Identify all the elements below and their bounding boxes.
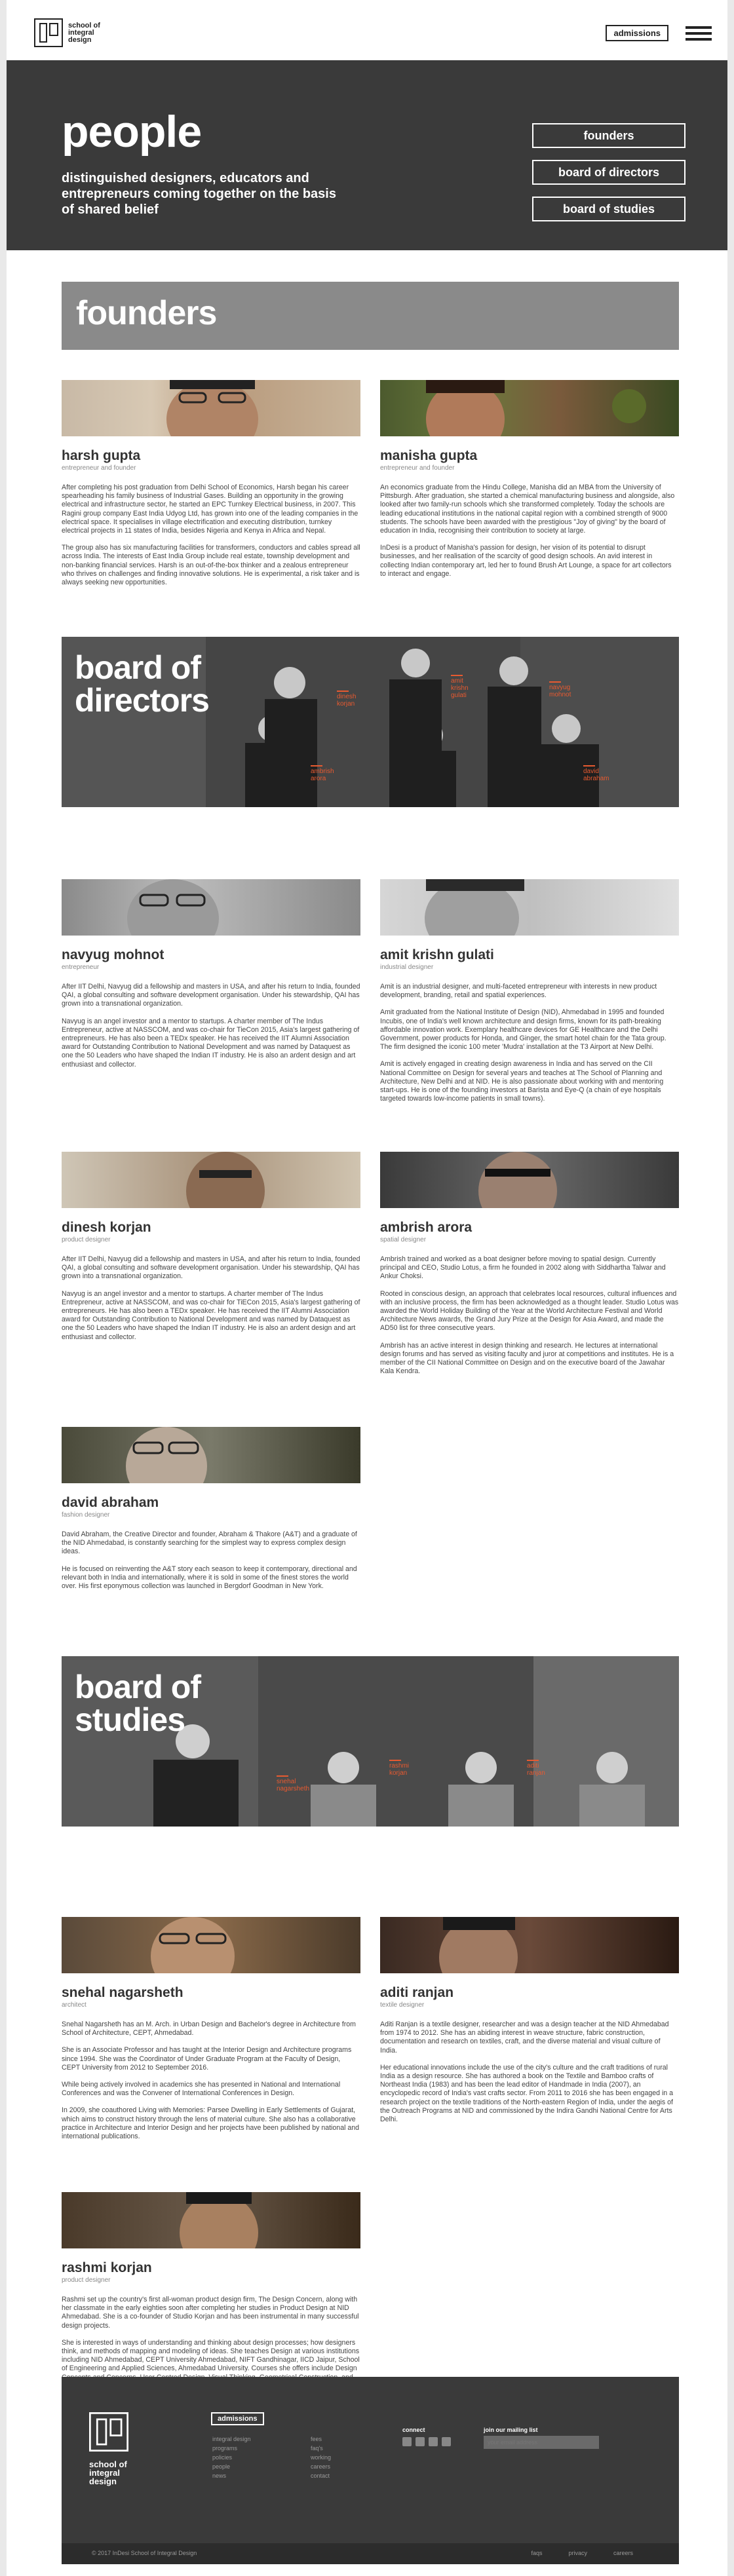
email-icon[interactable] [402, 2437, 412, 2446]
bio-paragraph: He is focused on reinventing the A&T story each season to keep it contemporary, directional and relevant both in India and internationally, where it is sold in some of the finest stores the world over. His first eponymous collection was launched in Bergdorf Goodman in New York. [62, 1564, 357, 1591]
bio-paragraph: She is an Associate Professor and has taught at the Interior Design and Architecture programs since 1994. She was the Coordinator of Under Graduate Program at the Faculty of Design, CEPT University from 2012 to September 2016. [62, 2046, 352, 2072]
label-amit: amit krishn gulati [451, 677, 469, 699]
label-aditi: aditi ranjan [527, 1762, 545, 1777]
portrait-photo [62, 1917, 360, 1973]
person-name: dinesh korjan [62, 1220, 151, 1235]
page-wrap [7, 0, 727, 2576]
bio-paragraph: David Abraham, the Creative Director and founder, Abraham & Thakore (A&T) and a graduate of the NID Ahmedabad, is constantly searching for the simplest way to express complex design ideas. [62, 1530, 357, 1556]
founders-button[interactable]: founders [532, 123, 686, 148]
label-dinesh: dinesh korjan [337, 693, 357, 708]
site-footer [62, 2377, 679, 2543]
portrait-photo [62, 2192, 360, 2248]
bio-paragraph: Amit graduated from the National Institute of Design (NID), Ahmedabad in 1995 and founded Incubis, one of India's well known architecture and design firms, known for its path-breaking affordable innovation work. Exemplary healthcare devices for GE Healthcare and the Delhi Government, power products for Honda, and Ginger, the smart hotel chain for the Tata group. The firm designed the iconic 100 meter 'Mudra' installation at the T3 Airport at New Delhi. [380, 1008, 666, 1051]
person-bio [380, 1255, 679, 1376]
bio-paragraph: Aditi Ranjan is a textile designer, researcher and was a design teacher at the NID Ahmedabad from 1974 to 2012. She has an abiding interest in weave structure, fabric construction, documentation and research on textiles, craft, and the diverse material and visual culture of India. [380, 2020, 669, 2055]
person-card [380, 380, 679, 587]
person-card [62, 1917, 360, 2150]
label-navyug: navyug mohnot [549, 684, 571, 698]
person-name: amit krishn gulati [380, 947, 494, 962]
portrait-photo [62, 1427, 360, 1483]
person-role: entrepreneur and founder [62, 464, 136, 472]
bio-paragraph: The group also has six manufacturing facilities for transformers, conductors and cables spread all across India. The interests of East India Group include real estate, township development and non-banking financial services. Harsh is an out-of-the-box thinker and a zealous entrepreneur who thrives on challenges and finding innovative solutions. He is experimental, a risk taker and is always seeking new opportunities. [62, 544, 360, 587]
label-snehal: snehal nagarsheth [277, 1778, 310, 1792]
board-of-directors-photo [62, 637, 679, 807]
footer-link[interactable]: contact [311, 2472, 330, 2479]
person-bio [62, 2020, 360, 2141]
person-bio [380, 983, 679, 1103]
footer-link[interactable]: programs [212, 2445, 238, 2452]
person-role: product designer [62, 1236, 111, 1243]
logo-mark-icon [34, 18, 63, 47]
person-role: industrial designer [380, 964, 434, 971]
board-of-directors-heading: board of directors [75, 649, 209, 719]
facebook-icon[interactable] [415, 2437, 425, 2446]
person-card [62, 879, 360, 1078]
social-icons [402, 2437, 451, 2446]
bio-paragraph: InDesi is a product of Manisha's passion for design, her vision of its potential to disrupt businesses, and her realisation of the scarcity of good design schools. An avid interest in collecting Indian contemporary art, led her to found Brush Art Lounge, a space for art collectors to interact and engage. [380, 544, 672, 578]
person-name: navyug mohnot [62, 947, 164, 962]
person-name: aditi ranjan [380, 1985, 454, 2000]
admissions-button[interactable]: admissions [606, 25, 668, 41]
footer-link[interactable]: policies [212, 2454, 233, 2461]
person-card [380, 1152, 679, 1384]
person-role: spatial designer [380, 1236, 427, 1243]
bio-paragraph: An economics graduate from the Hindu College, Manisha did an MBA from the University of Pittsburgh. After graduation, she started a chemical manufacturing business and alongside, also looked after two family-run schools which she transformed completely. Today the schools are leading educational institutions in the national capital region with a combined strength of 9000 students. The schools have been awarded with the prestigious "Joy of giving" by the board of education in India, recognising their contribution to society at large. [380, 483, 675, 535]
footer-link[interactable]: careers [311, 2463, 331, 2470]
person-role: textile designer [380, 2001, 425, 2009]
bio-paragraph: Snehal Nagarsheth has an M. Arch. in Urban Design and Bachelor's degree in Architecture from School of Architecture, CEPT, Ahmedabad. [62, 2020, 356, 2037]
footer-link[interactable]: people [212, 2463, 231, 2470]
portrait-photo [380, 879, 679, 936]
person-bio [62, 1530, 360, 1591]
top-bar [7, 0, 727, 60]
person-role: entrepreneur and founder [380, 464, 455, 472]
bio-paragraph: After IIT Delhi, Navyug did a fellowship and masters in USA, and after his return to India, founded QAI, a global consulting and software development organisation. Under his stewardship, QAI has grown into a transnational organization. [62, 1255, 360, 1281]
careers-link[interactable]: careers [613, 2550, 633, 2556]
bio-paragraph: While being actively involved in academics she has presented in National and International Conferences and was the Convener of International Conferences in Design. [62, 2081, 341, 2098]
bio-paragraph: She is interested in ways of understanding and thinking about design processes; how designers think, and methods of mapping and modeling of ideas. She teaches Design at various institutions including NID Ahmedabad, CEPT University Ahmedabad, NIFT Gandhinagar, IICD Jaipur, School of Engineering and Applied Sciences, Ahmedabad University. Courses she offers include Design [62, 2338, 360, 2373]
person-bio [380, 2020, 679, 2124]
footer-link[interactable]: faq's [311, 2445, 323, 2452]
person-card [62, 1152, 360, 1350]
portrait-photo [62, 380, 360, 436]
bio-paragraph: Her educational innovations include the use of the city's culture and the craft traditions of rural India as a design resource. She has authored a book on the Textile and Bamboo crafts of Northeast India (1983) and has been the lead editor of Handmade in India (2007), an encyclopedic record of India's vast crafts sector. From 2011 to 2016 she has been engaged in a research project on the textile traditions of the North-eastern Region of India, under the aegis of the Outreach Programs at NID and commissioned by the Indira Gandhi National Centre for Arts Delhi. [380, 2063, 674, 2124]
bio-paragraph: Amit is actively engaged in creating design awareness in India and has served on the CII National Committee on Design for several years and teaches at The School of Planning and Architecture, New Delhi and at NID. He is also passionate about working with and mentoring start-ups. He is one of the founding investors at Barista and Eye-Q (a chain of eye hospitals targeted towards low-income patients in small towns). [380, 1060, 664, 1103]
footer-links-col2 [311, 2436, 331, 2479]
person-card [380, 879, 679, 1112]
label-david: david abraham [583, 768, 609, 782]
founders-heading: founders [76, 294, 217, 332]
instagram-icon[interactable] [442, 2437, 451, 2446]
footer-logo-text: school of integral design [89, 2459, 127, 2486]
board-of-studies-button[interactable]: board of studies [532, 197, 686, 221]
footer-link[interactable]: integral design [212, 2436, 251, 2442]
portrait-photo [380, 380, 679, 436]
person-name: harsh gupta [62, 448, 141, 463]
board-of-directors-button[interactable]: board of directors [532, 160, 686, 185]
person-card [62, 380, 360, 596]
privacy-link[interactable]: privacy [568, 2550, 587, 2556]
bio-paragraph: Navyug is an angel investor and a mentor to startups. A charter member of The Indus Entrepreneur, active at NASSCOM, and was co-chair for TieCon 2015, Asia's largest gathering of entrepreneurs. He has also been a TEDx speaker. He has received the IIT Alumni Association award for Outstanding Contribution to National Development and was named by Dataquest as one the 50 Leaders who have shaped the Indian IT industry. He is also an ardent design and art enthusiast and collector. [62, 1017, 360, 1069]
person-bio [380, 483, 679, 578]
person-card [62, 1427, 360, 1599]
person-bio [62, 1255, 360, 1342]
portrait-photo [62, 879, 360, 936]
person-role: product designer [62, 2277, 111, 2284]
hamburger-menu-icon[interactable] [686, 26, 712, 41]
person-card [380, 1917, 679, 2132]
bio-paragraph: In 2009, she coauthored Living with Memories: Parsee Dwelling in Early Settlements of Gujarat, which aims to construct history through the lens of material culture. She also has a collaborative practice in Architecture and Interior Design and her projects have been published by national and international publications. [62, 2106, 360, 2141]
person-role: architect [62, 2001, 87, 2009]
bio-paragraph: After IIT Delhi, Navyug did a fellowship and masters in USA, and after his return to India, founded QAI, a global consulting and software development organisation. Under his stewardship, QAI has grown into a transnational organization. [62, 983, 360, 1008]
portrait-photo [62, 1152, 360, 1208]
footer-admissions-button[interactable]: admissions [211, 2412, 264, 2425]
mailing-list-heading: join our mailing list [484, 2427, 538, 2433]
sub-footer [62, 2543, 679, 2564]
mailing-email-input[interactable] [484, 2436, 599, 2449]
connect-heading: connect [402, 2427, 425, 2433]
person-bio [62, 983, 360, 1069]
person-bio [62, 483, 360, 587]
person-name: ambrish arora [380, 1220, 473, 1235]
founders-section-header [62, 282, 679, 350]
person-role: entrepreneur [62, 964, 100, 971]
site-logo[interactable] [34, 18, 100, 47]
footer-links-col1 [212, 2436, 251, 2479]
label-ambrish: ambrish arora [311, 768, 334, 782]
bio-paragraph: After completing his post graduation from Delhi School of Economics, Harsh began his career spearheading his family business of Industrial Gases. Building an opportunity in the growing electrical and infrastructure sector, he started an EPC Turnkey Electrical business, in 2007. This Ragini group company East India Udyog Ltd, has grown into one of the leading companies in the electrical space. It specialises in village electrification and executing distribution, turnkey electrical projects in 11 states of India, besides Nigeria and Kenya in Africa and Nepal. [62, 483, 358, 535]
person-card [62, 2192, 360, 2399]
sub-footer-links [531, 2550, 633, 2556]
page-title: people [62, 107, 202, 157]
label-rashmi: rashmi korjan [389, 1762, 410, 1777]
bio-paragraph: Rashmi set up the country's first all-woman product design firm, The Design Concern, along with her classmate in the early eighties soon after completing her studies in Product Design at NID Ahmedabad. She is a co-founder of Studio Korjan and has been instrumental in many successful design projects. [62, 2296, 359, 2330]
person-name: rashmi korjan [62, 2260, 152, 2275]
faqs-link[interactable]: faqs [531, 2550, 543, 2556]
bio-paragraph: Navyug is an angel investor and a mentor to startups. A charter member of The Indus Entrepreneur, active at NASSCOM, and was co-chair for TiECon 2015, Asia's largest gathering of entrepreneurs. He has also been a TEDx speaker. He has received the IIT Alumni Association award for Outstanding Contribution to National Development and was named by Dataquest as one the 50 Leaders who have shaped the Indian IT industry. He is also an ardent design and art enthusiast and collector. [62, 1289, 360, 1341]
right-border [727, 0, 734, 2576]
bio-paragraph: Rooted in conscious design, an approach that celebrates local resources, cultural influences and with an inclusive process, the firm has been acknowledged as a thought leader. Studio Lotus was awarded the World Holiday Building of the Year at the World Architecture Festival and World Architecture News awards, the Grand Jury Prize at the Design for Asia Award, and made the AD50 list for three consecutive years. [380, 1289, 679, 1333]
footer-link[interactable]: fees [311, 2436, 322, 2442]
bio-paragraph: Amit is an industrial designer, and multi-faceted entrepreneur with interests in new product development, branding, retail and spatial experiences. [380, 983, 657, 1000]
logo-text: school of integral design [68, 21, 100, 44]
footer-logo[interactable] [89, 2412, 128, 2486]
footer-link[interactable]: working [311, 2454, 332, 2461]
page-subtitle: distinguished designers, educators and entrepreneurs coming together on the basis of shared belief [62, 171, 336, 217]
bio-paragraph: Ambrish trained and worked as a boat designer before moving to spatial design. Currently principal and CEO, Studio Lotus, a firm he founded in 2002 along with Siddhartha Talwar and Ankur Choksi. [380, 1255, 666, 1281]
footer-link[interactable]: news [212, 2472, 227, 2479]
board-of-studies-photo [62, 1656, 679, 1827]
person-role: fashion designer [62, 1511, 110, 1519]
person-name: manisha gupta [380, 448, 478, 463]
left-border [0, 0, 7, 2576]
portrait-photo [380, 1917, 679, 1973]
hero-banner [7, 60, 727, 250]
portrait-photo [380, 1152, 679, 1208]
hero-nav [532, 123, 686, 221]
bio-paragraph: Ambrish has an active interest in design thinking and research. He lectures at international design forums and has served as visiting faculty and juror at competitions and institutes. He is a member of the CII National Committee on Design and on the executive board of the Jawahar Kala Kendra. [380, 1341, 674, 1376]
board-of-studies-heading: board of studies [75, 1669, 201, 1738]
person-name: david abraham [62, 1495, 159, 1510]
twitter-icon[interactable] [429, 2437, 438, 2446]
footer-logo-mark-icon [89, 2412, 128, 2452]
person-name: snehal nagarsheth [62, 1985, 184, 2000]
copyright-text: © 2017 InDesi School of Integral Design [92, 2550, 197, 2556]
